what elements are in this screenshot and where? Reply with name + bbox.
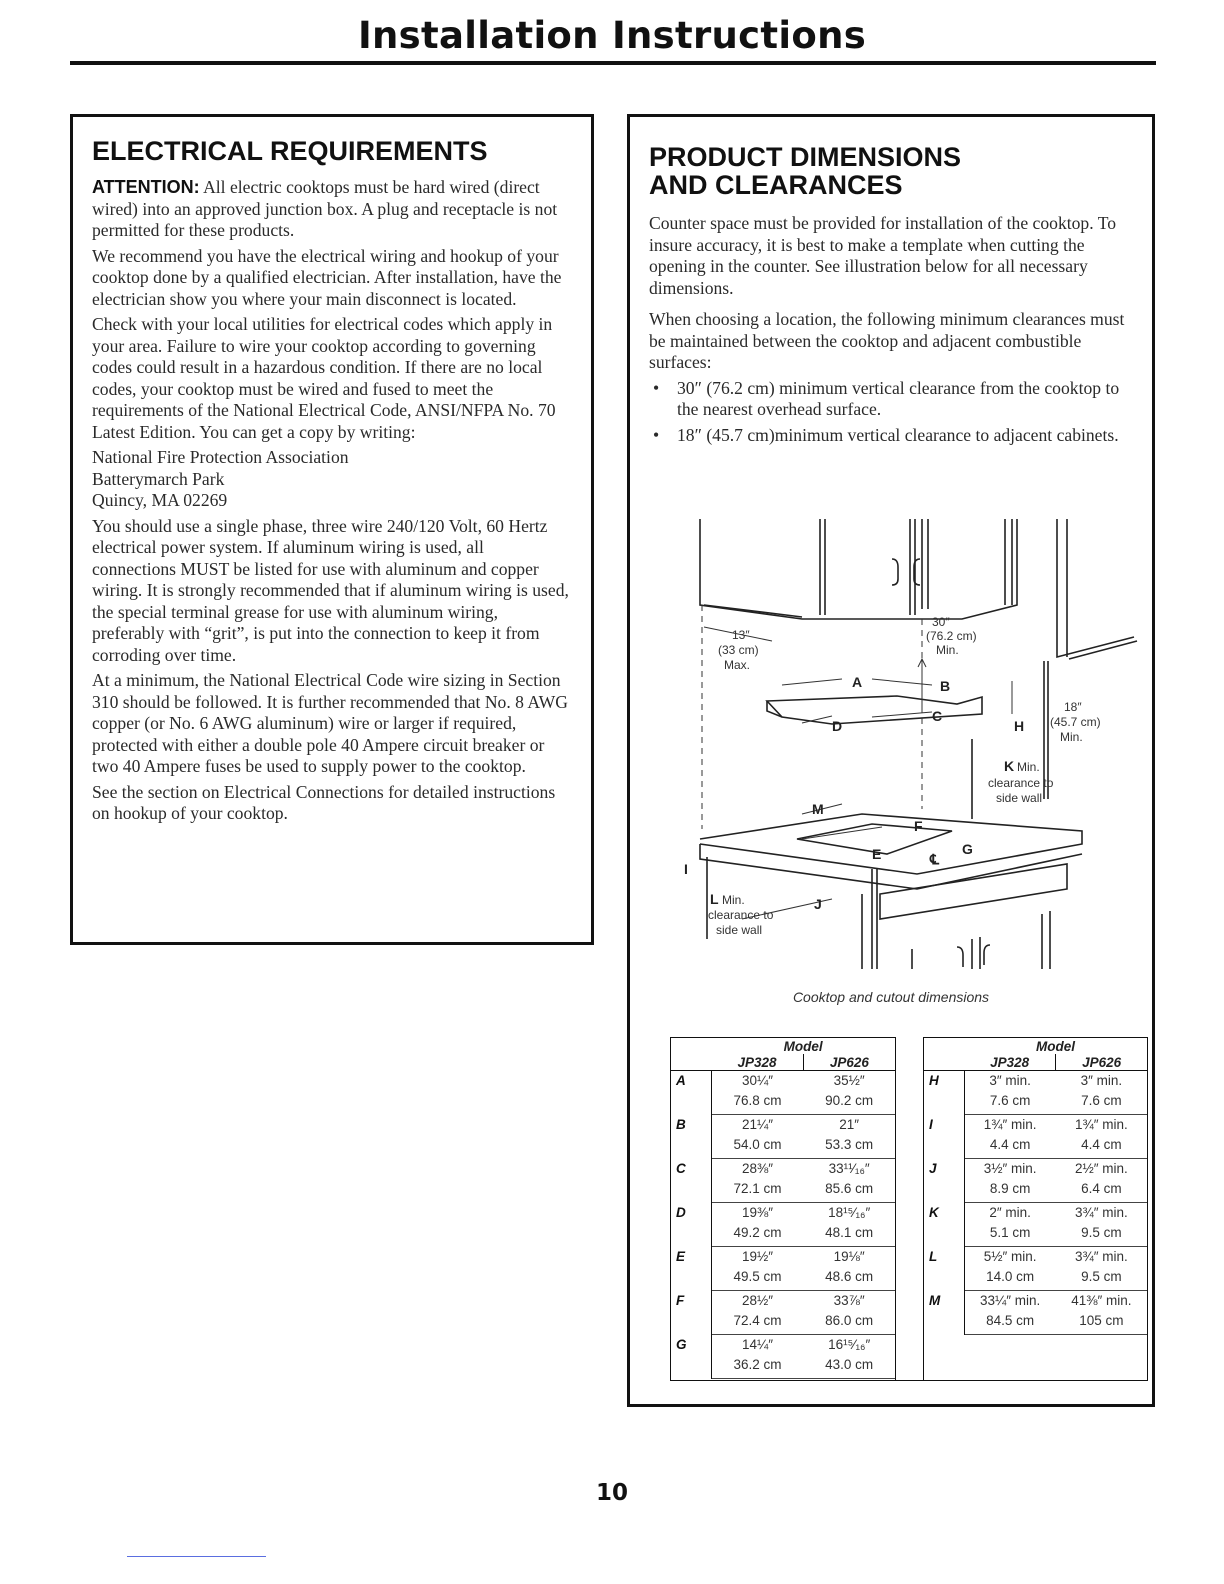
diagram-letter-a: A [852, 674, 863, 690]
dimension-inches: 3¾″ min. [1074, 1205, 1128, 1220]
diagram-letter-d: D [832, 718, 843, 734]
dimension-letter: K [923, 1203, 964, 1247]
dimension-cell-jp328 [711, 1247, 803, 1291]
dimension-inches: 21″ [839, 1117, 860, 1132]
centerline-icon: ℄ [930, 851, 939, 867]
dimension-inches: 16¹⁵⁄₁₆″ [828, 1337, 871, 1352]
diagram-letter-h: H [1014, 718, 1025, 734]
table-row [923, 1247, 1147, 1291]
page-title: Installation Instructions [357, 14, 867, 57]
diagram-k-line2: clearance to [988, 776, 1054, 790]
address-block [92, 447, 570, 512]
dimension-letter: L [923, 1247, 964, 1291]
dimension-cell-jp626 [803, 1291, 895, 1335]
dimension-inches: 14¼″ [742, 1337, 774, 1352]
dimension-cm: 6.4 cm [1081, 1181, 1122, 1196]
dimension-cm: 48.6 cm [825, 1269, 874, 1284]
see-section-paragraph: See the section on Electrical Connections for detailed instructions on hookup of your cooktop. [92, 781, 556, 823]
diagram-label-13-cm: (33 cm) [718, 643, 759, 657]
dimension-cell-jp626 [803, 1203, 895, 1247]
dimension-inches: 35½″ [833, 1073, 865, 1088]
table-row [923, 1291, 1147, 1335]
dimension-cell-jp328 [711, 1291, 803, 1335]
dimension-cell-jp328 [711, 1115, 803, 1159]
electrician-paragraph: We recommend you have the electrical wiring and hookup of your cooktop done by a qualified electrician. After installation, have the electrician show you where your main disconnect is located. [92, 245, 562, 309]
table-frame-line [923, 1037, 924, 1380]
diagram-label-30-cm: (76.2 cm) [926, 629, 977, 643]
dimension-inches: 3½″ min. [983, 1161, 1037, 1176]
dimension-letter: D [670, 1203, 711, 1247]
table-frame-line [670, 1037, 671, 1380]
electrical-requirements-panel [70, 114, 594, 945]
dimension-cm: 54.0 cm [733, 1137, 782, 1152]
table-row [670, 1247, 895, 1291]
table-row [923, 1203, 1147, 1247]
table-bottom-line [670, 1380, 1148, 1381]
diagram-label-18-cm: (45.7 cm) [1050, 715, 1101, 729]
dimension-cm: 49.2 cm [733, 1225, 782, 1240]
dimension-cm: 72.4 cm [733, 1313, 782, 1328]
dimension-cm: 9.5 cm [1081, 1269, 1122, 1284]
dimension-cell-jp626 [1056, 1203, 1147, 1247]
table-row [670, 1159, 895, 1203]
dimension-inches: 33¼″ min. [980, 1293, 1041, 1308]
bullet-icon: • [653, 424, 660, 445]
dimension-inches: 1¾″ min. [983, 1117, 1037, 1132]
diagram-letter-f: F [914, 818, 923, 834]
footer-link-line [127, 1556, 266, 1557]
dimension-inches: 18¹⁵⁄₁₆″ [828, 1205, 871, 1220]
dimension-cell-jp626 [803, 1115, 895, 1159]
dimension-cm: 7.6 cm [1081, 1093, 1122, 1108]
dimension-cm: 8.9 cm [989, 1181, 1031, 1196]
dimension-cell-jp328 [964, 1159, 1056, 1203]
dimension-cm: 4.4 cm [989, 1137, 1031, 1152]
attention-label: ATTENTION: [92, 177, 200, 197]
electrical-heading: ELECTRICAL REQUIREMENTS [92, 136, 488, 166]
dimension-letter: I [923, 1115, 964, 1159]
diagram-letter-m: M [812, 801, 824, 817]
dimension-cell-jp626 [1056, 1159, 1147, 1203]
diagram-label-13-max: Max. [724, 658, 751, 672]
dimension-letter: B [670, 1115, 711, 1159]
dimension-inches: 28½″ [742, 1293, 774, 1308]
dimension-inches: 21¼″ [742, 1117, 774, 1132]
list-item: • 18″ (45.7 cm)minimum vertical clearance to adjacent cabinets. [653, 424, 1119, 445]
dimension-cell-jp328 [711, 1335, 803, 1379]
dimension-cell-jp328 [711, 1071, 803, 1115]
diagram-label-30-min: Min. [936, 643, 959, 657]
column-header-jp626: JP626 [803, 1054, 895, 1071]
dimension-letter: C [670, 1159, 711, 1203]
dimension-inches: 33⅞″ [833, 1293, 865, 1308]
diagram-letter-k: K [1004, 758, 1015, 774]
table-row [923, 1159, 1147, 1203]
dimension-letter: A [670, 1071, 711, 1115]
diagram-label-18: 18″ [1064, 700, 1082, 714]
dimension-cm: 85.6 cm [825, 1181, 874, 1196]
dimension-cm: 36.2 cm [733, 1357, 782, 1372]
dimension-cell-jp328 [964, 1203, 1056, 1247]
dimensions-heading-line2: AND CLEARANCES [649, 170, 903, 200]
dimensions-table-right [923, 1037, 1147, 1335]
dimension-cm: 9.5 cm [1081, 1225, 1122, 1240]
dimension-cm: 86.0 cm [825, 1313, 874, 1328]
clearances-paragraph: When choosing a location, the following minimum clearances must be maintained between the cooktop and adjacent combustible surfaces: [649, 309, 1125, 372]
diagram-l-line2: clearance to [708, 908, 774, 922]
table-row [670, 1115, 895, 1159]
dimension-letter: F [670, 1291, 711, 1335]
diagram-letter-j: J [814, 896, 822, 912]
dimension-cm: 5.1 cm [989, 1225, 1031, 1240]
diagram-letter-b: B [940, 678, 951, 694]
dimension-inches: 2½″ min. [1074, 1161, 1128, 1176]
bullet-icon: • [653, 377, 660, 398]
diagram-l-min: Min. [722, 893, 745, 907]
diagram-caption: Cooktop and cutout dimensions [792, 989, 990, 1005]
dimension-cm: 48.1 cm [825, 1225, 874, 1240]
address-line: National Fire Protection Association [92, 447, 349, 467]
dimension-inches: 19⅛″ [833, 1249, 865, 1264]
attention-paragraph [92, 177, 570, 242]
diagram-l-line3: side wall [716, 923, 763, 937]
product-dimensions-panel [627, 114, 1155, 1407]
dimension-cm: 49.5 cm [733, 1269, 782, 1284]
column-header-jp328: JP328 [964, 1054, 1056, 1071]
dimension-cell-jp626 [1056, 1115, 1147, 1159]
diagram-label-30: 30″ [932, 615, 950, 629]
dimension-letter: J [923, 1159, 964, 1203]
dimension-cell-jp626 [803, 1335, 895, 1379]
dimension-cell-jp328 [964, 1247, 1056, 1291]
cooktop-cutout-diagram [682, 509, 1152, 969]
address-line: Quincy, MA 02269 [92, 490, 228, 510]
dimension-cell-jp328 [964, 1115, 1056, 1159]
clearance-list [649, 378, 1139, 447]
dimension-cm: 90.2 cm [825, 1093, 874, 1108]
dimensions-heading [649, 143, 1139, 199]
diagram-k-min: Min. [1017, 760, 1040, 774]
diagram-label-13: 13″ [732, 628, 750, 642]
dimension-cell-jp626 [1056, 1071, 1147, 1115]
diagram-letter-c: C [932, 708, 943, 724]
dimension-cm: 43.0 cm [825, 1357, 874, 1372]
dimension-cm: 76.8 cm [733, 1093, 782, 1108]
dimension-inches: 3″ min. [989, 1073, 1031, 1088]
dimension-inches: 33¹¹⁄₁₆″ [828, 1161, 870, 1176]
table-frame-line [895, 1037, 896, 1380]
dimension-inches: 2″ min. [989, 1205, 1031, 1220]
dimension-inches: 5½″ min. [983, 1249, 1037, 1264]
diagram-letter-i: I [684, 861, 688, 877]
dimension-inches: 30¼″ [742, 1073, 774, 1088]
dimension-cm: 7.6 cm [989, 1093, 1031, 1108]
table-row [670, 1335, 895, 1379]
attention-text: All electric cooktops must be hard wired (direct wired) into an approved junction box. A plug and receptacle is not permitted for these products. [92, 177, 558, 240]
dimension-cell-jp328 [711, 1203, 803, 1247]
dimension-inches: 3¾″ min. [1074, 1249, 1128, 1264]
dimension-letter: G [670, 1335, 711, 1379]
dimension-cell-jp626 [1056, 1247, 1147, 1291]
dimension-cm: 84.5 cm [986, 1313, 1035, 1328]
dimensions-heading-line1: PRODUCT DIMENSIONS [649, 142, 962, 172]
diagram-k-line3: side wall [996, 791, 1043, 805]
dimension-letter: M [923, 1291, 964, 1335]
dimension-cell-jp328 [711, 1159, 803, 1203]
power-system-paragraph: You should use a single phase, three wire 240/120 Volt, 60 Hertz electrical power system. If aluminum wiring is used, all connections MUST be listed for use with aluminum and copper wiring. It is strongly recommended that if aluminum wiring is used, the special terminal grease for use with aluminum wiring, preferably with “grit”, is put into the connection to keep it from corroding over time. [92, 515, 569, 665]
counter-space-paragraph: Counter space must be provided for installation of the cooktop. To insure accuracy, it is best to make a template when cutting the opening in the counter. See illustration below for all necessary dimensions. [649, 213, 1117, 298]
dimension-cell-jp626 [803, 1247, 895, 1291]
dimension-inches: 3″ min. [1080, 1073, 1123, 1088]
column-header-jp328: JP328 [711, 1054, 803, 1071]
dimension-cell-jp328 [964, 1291, 1056, 1335]
table-row [670, 1071, 895, 1115]
model-header: Model [711, 1038, 895, 1055]
dimension-inches: 28⅜″ [742, 1161, 774, 1176]
dimension-inches: 41⅜″ min. [1071, 1293, 1132, 1308]
table-row [923, 1115, 1147, 1159]
column-header-jp626: JP626 [1056, 1054, 1147, 1071]
dimension-cm: 105 cm [1079, 1313, 1124, 1328]
dimension-cell-jp626 [803, 1159, 895, 1203]
dimension-inches: 19½″ [742, 1249, 774, 1264]
diagram-letter-l: L [710, 891, 719, 907]
dimension-cell-jp328 [964, 1071, 1056, 1115]
address-line: Batterymarch Park [92, 468, 225, 489]
diagram-label-18-min: Min. [1060, 730, 1083, 744]
table-row [670, 1291, 895, 1335]
dimension-inches: 19⅜″ [742, 1205, 774, 1220]
table-row [670, 1203, 895, 1247]
dimensions-table-left [670, 1037, 895, 1379]
dimension-cell-jp626 [803, 1071, 895, 1115]
table-frame-line [1147, 1037, 1148, 1380]
title-rule [70, 61, 1156, 65]
dimension-cell-jp626 [1056, 1291, 1147, 1335]
wire-sizing-paragraph: At a minimum, the National Electrical Code wire sizing in Section 310 should be followed. It is further recommended that No. 8 AWG copper (or No. 6 AWG aluminum) wire or larger if required, protected with either a double pole 40 Ampere circuit breaker or two 40 Ampere fuses be used to supply power to the cooktop. [92, 670, 568, 776]
codes-paragraph: Check with your local utilities for electrical codes which apply in your area. Failure to wire your cooktop according to governing codes could result in a hazardous condition. If there are no local codes, your cooktop must be wired and fused to meet the requirements of the National Electrical Code, ANSI/NFPA No. 70 Latest Edition. You can get a copy by writing: [92, 314, 556, 442]
dimension-cm: 14.0 cm [986, 1269, 1035, 1284]
table-row [923, 1071, 1147, 1115]
list-item: • 30″ (76.2 cm) minimum vertical clearance from the cooktop to the nearest overhead surface. [653, 377, 1120, 419]
dimension-cm: 53.3 cm [825, 1137, 874, 1152]
model-header: Model [964, 1038, 1147, 1055]
dimension-inches: 1¾″ min. [1074, 1117, 1128, 1132]
dimension-cm: 4.4 cm [1081, 1137, 1122, 1152]
page-number: 10 [595, 1480, 628, 1506]
dimension-letter: H [923, 1071, 964, 1115]
diagram-letter-g: G [962, 841, 973, 857]
dimension-letter: E [670, 1247, 711, 1291]
dimension-cm: 72.1 cm [733, 1181, 782, 1196]
diagram-letter-e: E [872, 846, 882, 862]
